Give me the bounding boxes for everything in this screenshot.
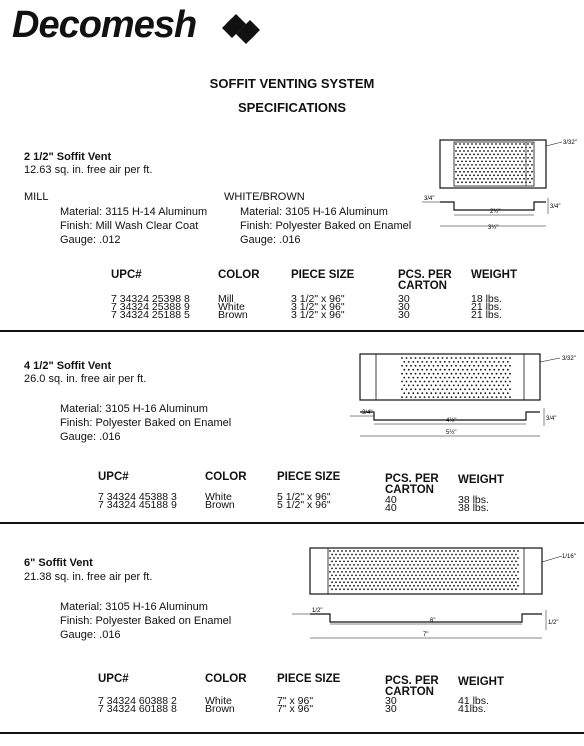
vent1-diagram	[410, 134, 580, 238]
vent2-col-size: PIECE SIZE	[277, 471, 341, 483]
vent2-material: Material: 3105 H-16 Aluminum	[60, 403, 208, 415]
page-subtitle: SPECIFICATIONS	[237, 100, 347, 115]
vent1-name: 2 1/2" Soffit Vent	[24, 151, 112, 163]
vent3-profile	[310, 614, 542, 622]
page-title: SOFFIT VENTING SYSTEM	[209, 76, 375, 91]
vent2-dim-right: 3/4"	[546, 416, 557, 422]
vent3-pcs: 30 30	[385, 695, 397, 715]
vent1-dim-top: 3/32"	[563, 140, 577, 146]
vent2-col-color: COLOR	[205, 471, 247, 483]
diamond-logo-icon	[214, 12, 284, 46]
vent3-gauge: Gauge: .016	[60, 629, 121, 641]
vent3-color: White Brown	[205, 695, 235, 715]
vent1-dim-inner: 2½"	[490, 209, 501, 215]
vent3-dim-top: 1/16"	[562, 554, 576, 560]
vent1-mill-gauge: Gauge: .012	[60, 234, 121, 246]
vent1-dim-right: 3/4"	[550, 204, 561, 210]
vent2-air: 26.0 sq. in. free air per ft.	[24, 373, 147, 385]
vent1-mill-finish: Finish: Mill Wash Clear Coat	[60, 220, 199, 232]
vent2-size: 5 1/2" x 96" 5 1/2" x 96"	[277, 491, 331, 511]
vent1-col-pcs: PCS. PER CARTON	[398, 269, 452, 292]
vent3-dim-inner: 6"	[430, 618, 436, 624]
vent2-dim-left: 3/4"	[362, 410, 373, 416]
vent3-col-size: PIECE SIZE	[277, 673, 341, 685]
vent3-dim-right: 1/2"	[548, 620, 559, 626]
vent3-dim-left: 1/2"	[312, 608, 323, 614]
vent1-size: 3 1/2" x 96" 3 1/2" x 96" 3 1/2" x 96"	[291, 293, 345, 321]
vent2-gauge: Gauge: .016	[60, 431, 121, 443]
vent1-wb-gauge: Gauge: .016	[240, 234, 301, 246]
vent1-mill-label: MILL	[24, 191, 49, 203]
vent3-name: 6" Soffit Vent	[24, 557, 93, 569]
section-divider	[0, 522, 584, 524]
vent2-weight: 38 lbs. 38 lbs.	[458, 494, 489, 514]
vent1-col-upc: UPC#	[111, 269, 142, 281]
vent2-col-weight: WEIGHT	[458, 474, 504, 486]
vent2-col-upc: UPC#	[98, 471, 129, 483]
vent2-dim-outer: 5½"	[446, 430, 457, 436]
vent3-finish: Finish: Polyester Baked on Enamel	[60, 615, 232, 627]
vent1-col-color: COLOR	[218, 269, 260, 281]
vent1-upc: 7 34324 25398 8 7 34324 25388 9 7 34324 25188 5	[111, 293, 190, 321]
vent1-color: Mill White Brown	[218, 293, 248, 321]
vent1-mill-material: Material: 3115 H-14 Aluminum	[60, 206, 208, 218]
vent1-dim-outer: 3½"	[488, 225, 499, 231]
vent1-wb-label: WHITE/BROWN	[224, 191, 305, 203]
vent3-col-upc: UPC#	[98, 673, 129, 685]
section-divider	[0, 732, 584, 734]
vent3-upc: 7 34324 60388 2 7 34324 60188 8	[98, 695, 177, 715]
vent1-weight: 18 lbs. 21 lbs. 21 lbs.	[471, 293, 502, 321]
vent2-name: 4 1/2" Soffit Vent	[24, 360, 112, 372]
vent1-col-weight: WEIGHT	[471, 269, 517, 281]
vent2-diagram	[350, 348, 580, 444]
vent2-dim-top: 3/32"	[562, 356, 576, 362]
section-divider	[0, 330, 584, 332]
vent2-finish: Finish: Polyester Baked on Enamel	[60, 417, 232, 429]
vent1-col-size: PIECE SIZE	[291, 269, 355, 281]
vent3-material: Material: 3105 H-16 Aluminum	[60, 601, 208, 613]
vent1-wb-finish: Finish: Polyester Baked on Enamel	[240, 220, 412, 232]
vent3-diagram	[290, 540, 580, 644]
vent2-dim-inner: 4½"	[446, 418, 457, 424]
vent1-wb-material: Material: 3105 H-16 Aluminum	[240, 206, 388, 218]
vent3-size: 7" x 96" 7" x 96"	[277, 695, 314, 715]
vent1-air: 12.63 sq. in. free air per ft.	[24, 164, 153, 176]
vent2-pcs: 40 40	[385, 494, 397, 514]
vent3-col-weight: WEIGHT	[458, 676, 504, 688]
vent3-air: 21.38 sq. in. free air per ft.	[24, 571, 153, 583]
vent3-col-pcs: PCS. PER CARTON	[385, 675, 439, 698]
vent1-dim-left: 3/4"	[424, 196, 435, 202]
vent3-dim-outer: 7"	[423, 632, 429, 638]
vent3-weight: 41 lbs. 41lbs.	[458, 695, 489, 715]
vent2-color: White Brown	[205, 491, 235, 511]
vent2-upc: 7 34324 45388 3 7 34324 45188 9	[98, 491, 177, 511]
brand-logo: Decomesh	[12, 4, 197, 46]
vent1-pcs: 30 30 30	[398, 293, 410, 321]
vent3-col-color: COLOR	[205, 673, 247, 685]
vent2-col-pcs: PCS. PER CARTON	[385, 473, 439, 496]
